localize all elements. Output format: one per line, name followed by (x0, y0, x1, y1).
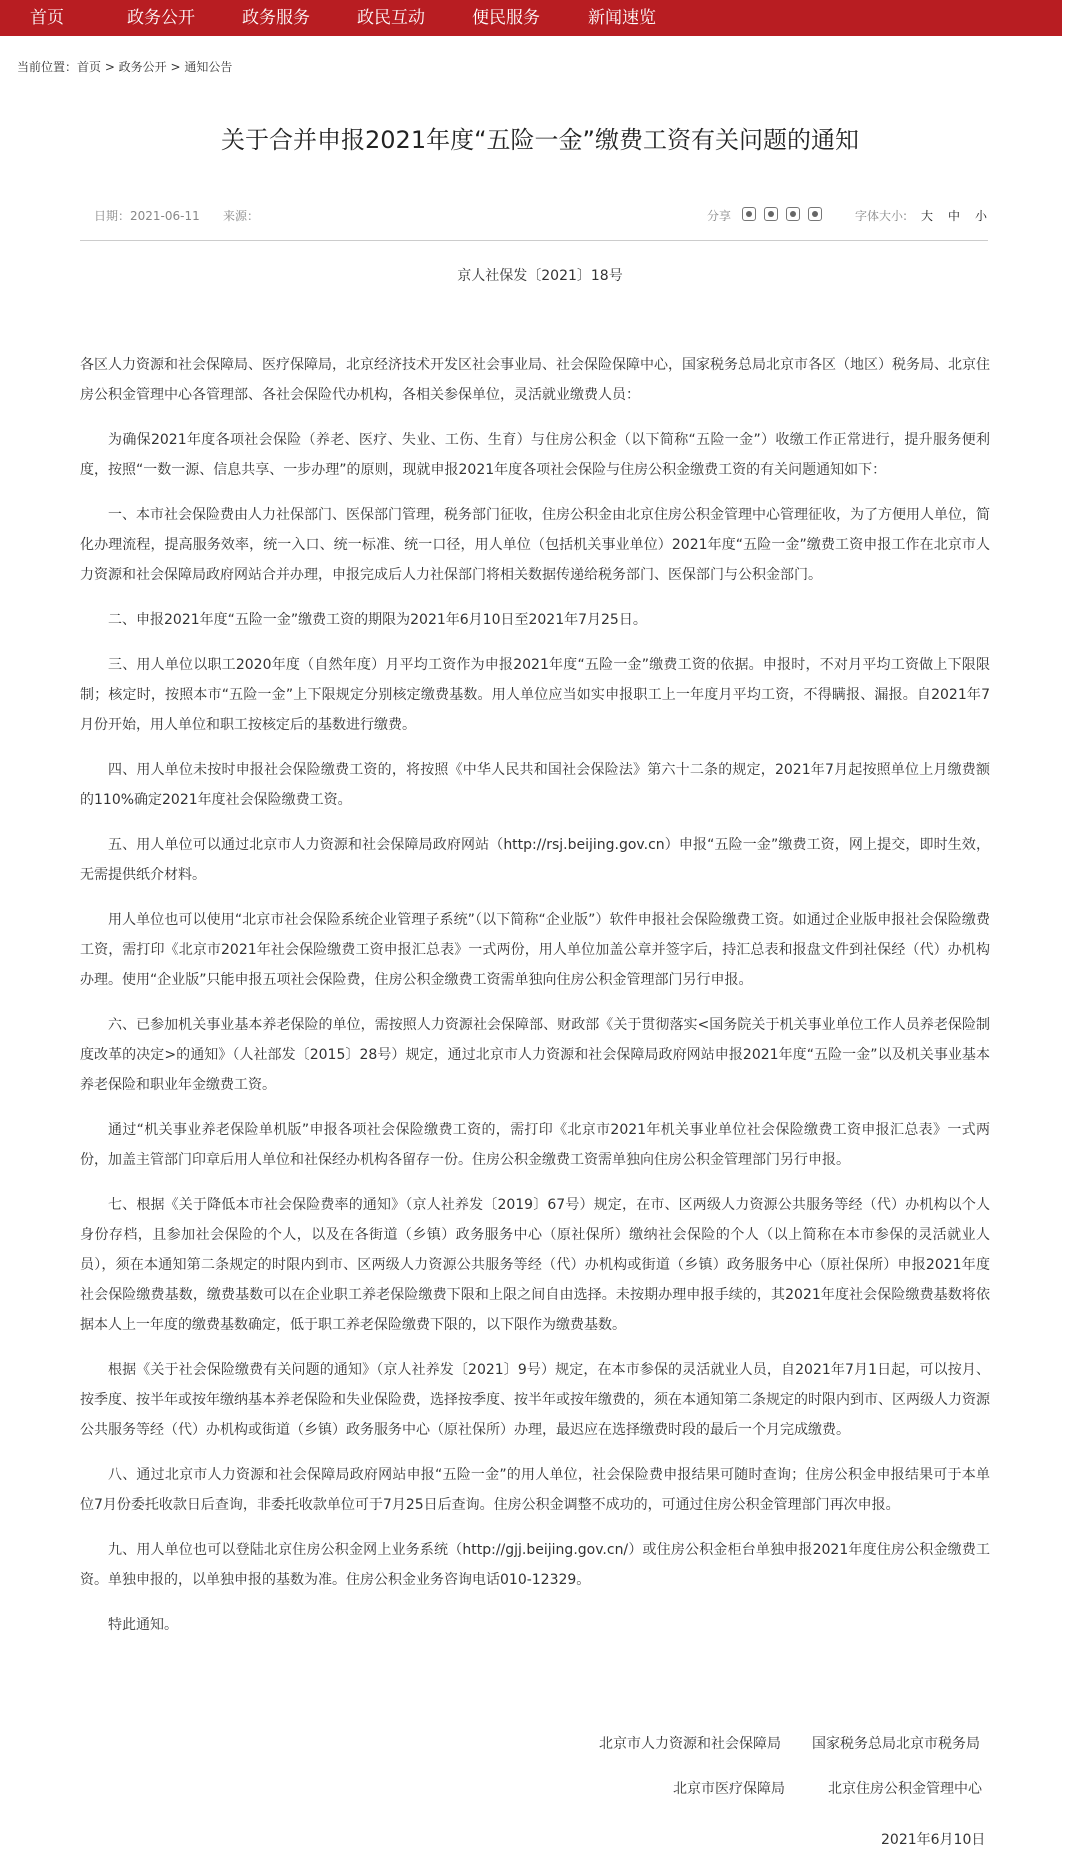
signature-org-medical: 北京市医疗保障局 (673, 1781, 785, 1797)
font-size-small-button[interactable]: 小 (975, 209, 988, 223)
signature-org-tax: 国家税务总局北京市税务局 (812, 1736, 980, 1752)
body-paragraph: 八、通过北京市人力资源和社会保障局政府网站申报“五险一金”的用人单位，社会保险费申报结果可随时查询；住房公积金申报结果可于本单位7月份委托收款日后查询，非委托收款单位可于7月25日后查询。住房公积金调整不成功的，可通过住房公积金管理部门再次申报。 (80, 1467, 990, 1513)
nav-public-interaction[interactable]: 政民互动 (357, 8, 425, 28)
font-size-large-button[interactable]: 大 (921, 209, 934, 223)
document-number: 京人社保发〔2021〕18号 (457, 268, 623, 284)
breadcrumb: 当前位置：首页 > 政务公开 > 通知公告 (17, 60, 233, 74)
nav-government-services[interactable]: 政务服务 (242, 8, 310, 28)
article-body (80, 350, 990, 1655)
share-label: 分享 (707, 209, 732, 223)
body-paragraph: 四、用人单位未按时申报社会保险缴费工资的，将按照《中华人民共和国社会保险法》第六十二条的规定，2021年7月起按照单位上月缴费额的110%确定2021年度社会保险缴费工资。 (80, 762, 990, 808)
share-more-icon[interactable] (808, 207, 822, 221)
signature-date: 2021年6月10日 (881, 1832, 986, 1848)
nav-news-express[interactable]: 新闻速览 (588, 8, 656, 28)
publish-date: 日期：2021-06-11 (94, 209, 200, 223)
body-paragraph: 通过“机关事业养老保险单机版”申报各项社会保险缴费工资的，需打印《北京市2021年机关事业单位社会保险缴费工资申报汇总表》一式两份，加盖主管部门印章后用人单位和社保经办机构各留存一份。住房公积金缴费工资需单独向住房公积金管理部门另行申报。 (80, 1122, 990, 1168)
body-paragraph: 七、根据《关于降低本市社会保险费率的通知》（京人社养发〔2019〕67号）规定，在市、区两级人力资源公共服务等经（代）办机构以个人身份存档，且参加社会保险的个人，以及在各街道（乡镇）政务服务中心（原社保所）缴纳社会保险的个人（以上简称在本市参保的灵活就业人员），须在本通知第二条规定的时限内到市、区两级人力资源公共服务等经（代）办机构或街道（乡镇）政务服务中心（原社保所）申报2021年度社会保险缴费基数，缴费基数可以在企业职工养老保险缴费下限和上限之间自由选择。未按期办理申报手续的，其2021年度社会保险缴费基数将依据本人上一年度的缴费基数确定，低于职工养老保险缴费下限的，以下限作为缴费基数。 (80, 1197, 990, 1333)
closing-paragraph: 特此通知。 (108, 1617, 178, 1633)
body-paragraph: 六、已参加机关事业基本养老保险的单位，需按照人力资源社会保障部、财政部《关于贯彻落实<国务院关于机关事业单位工作人员养老保险制度改革的决定>的通知》（人社部发〔2015〕28号）规定，通过北京市人力资源和社会保障局政府网站申报2021年度“五险一金”以及机关事业基本养老保险和职业年金缴费工资。 (80, 1017, 990, 1093)
signature-org-hrss: 北京市人力资源和社会保障局 (599, 1736, 781, 1752)
font-size-medium-button[interactable]: 中 (948, 209, 961, 223)
body-paragraph: 五、用人单位可以通过北京市人力资源和社会保障局政府网站（http://rsj.beijing.gov.cn）申报“五险一金”缴费工资，网上提交，即时生效，无需提供纸介材料。 (80, 837, 990, 883)
body-paragraph: 二、申报2021年度“五险一金”缴费工资的期限为2021年6月10日至2021年7月25日。 (108, 612, 647, 628)
font-size-label: 字体大小: (855, 209, 908, 223)
body-paragraph: 用人单位也可以使用“北京市社会保险系统企业管理子系统”（以下简称“企业版”）软件申报社会保险缴费工资。如通过企业版申报社会保险缴费工资，需打印《北京市2021年社会保险缴费工资申报汇总表》一式两份，用人单位加盖公章并签字后，持汇总表和报盘文件到社保经（代）办机构办理。使用“企业版”只能申报五项社会保险费，住房公积金缴费工资需单独向住房公积金管理部门另行申报。 (80, 912, 990, 988)
share-qzone-icon[interactable] (786, 207, 800, 221)
page-title: 关于合并申报2021年度“五险一金”缴费工资有关问题的通知 (221, 126, 859, 154)
body-paragraph: 九、用人单位也可以登陆北京住房公积金网上业务系统（http://gjj.beijing.gov.cn/）或住房公积金柜台单独申报2021年度住房公积金缴费工资。单独申报的，以单独申报的基数为准。住房公积金业务咨询电话010-12329。 (80, 1542, 990, 1588)
addressee-paragraph: 各区人力资源和社会保障局、医疗保障局，北京经济技术开发区社会事业局、社会保险保障中心，国家税务总局北京市各区（地区）税务局、北京住房公积金管理中心各管理部、各社会保险代办机构，各相关参保单位，灵活就业缴费人员： (80, 357, 990, 403)
body-paragraph: 为确保2021年度各项社会保险（养老、医疗、失业、工伤、生育）与住房公积金（以下简称“五险一金”）收缴工作正常进行，提升服务便利度，按照“一数一源、信息共享、一步办理”的原则，现就申报2021年度各项社会保险与住房公积金缴费工资的有关问题通知如下： (80, 432, 990, 478)
share-wechat-icon[interactable] (764, 207, 778, 221)
nav-home[interactable]: 首页 (30, 8, 64, 28)
source-label: 来源： (223, 209, 260, 223)
body-paragraph: 三、用人单位以职工2020年度（自然年度）月平均工资作为申报2021年度“五险一金”缴费工资的依据。申报时，不对月平均工资做上下限限制；核定时，按照本市“五险一金”上下限规定分别核定缴费基数。用人单位应当如实申报职工上一年度月平均工资，不得瞒报、漏报。自2021年7月份开始，用人单位和职工按核定后的基数进行缴费。 (80, 657, 990, 733)
body-paragraph: 根据《关于社会保险缴费有关问题的通知》（京人社养发〔2021〕9号）规定，在本市参保的灵活就业人员，自2021年7月1日起，可以按月、按季度、按半年或按年缴纳基本养老保险和失业保险费，选择按季度、按半年或按年缴费的，须在本通知第二条规定的时限内到市、区两级人力资源公共服务等经（代）办机构或街道（乡镇）政务服务中心（原社保所）办理，最迟应在选择缴费时段的最后一个月完成缴费。 (80, 1362, 990, 1438)
nav-government-affairs-public[interactable]: 政务公开 (127, 8, 195, 28)
share-weibo-icon[interactable] (742, 207, 756, 221)
nav-convenience-services[interactable]: 便民服务 (472, 8, 540, 28)
top-navigation (0, 0, 1062, 36)
body-paragraph: 一、本市社会保险费由人力社保部门、医保部门管理，税务部门征收，住房公积金由北京住房公积金管理中心管理征收，为了方便用人单位，简化办理流程，提高服务效率，统一入口、统一标准、统一口径，用人单位（包括机关事业单位）2021年度“五险一金”缴费工资申报工作在北京市人力资源和社会保障局政府网站合并办理，申报完成后人力社保部门将相关数据传递给税务部门、医保部门与公积金部门。 (80, 507, 990, 583)
signature-org-housing-fund: 北京住房公积金管理中心 (828, 1781, 982, 1797)
title-divider (80, 240, 988, 241)
